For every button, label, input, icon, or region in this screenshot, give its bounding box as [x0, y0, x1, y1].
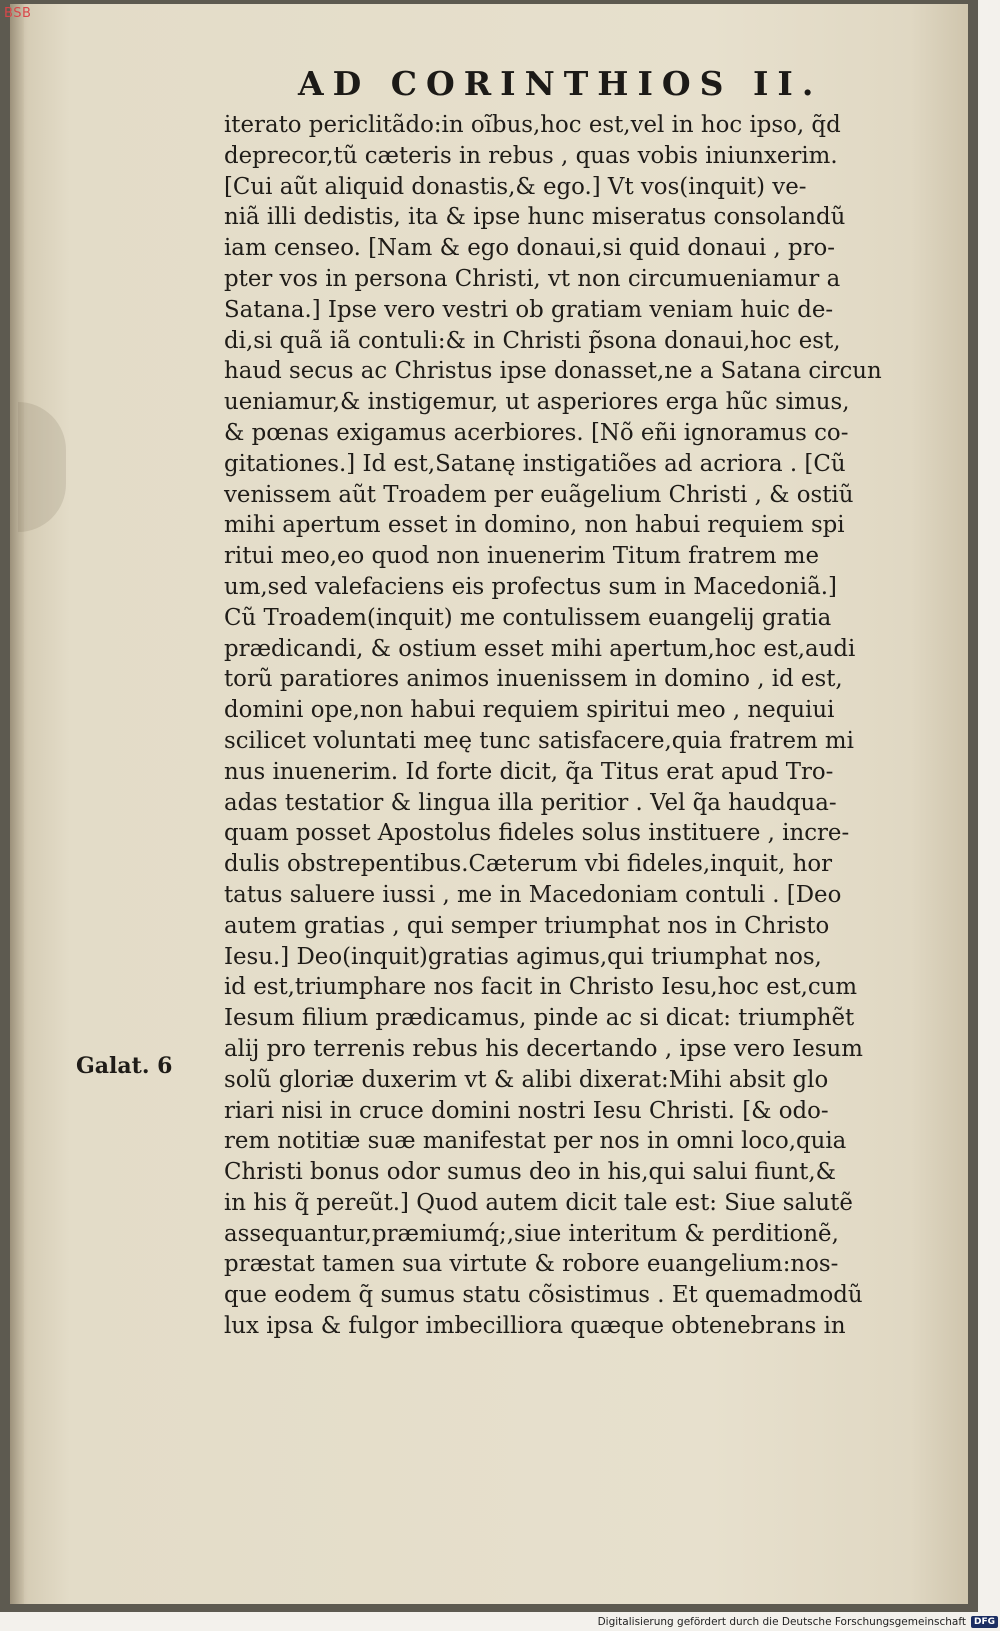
text-line: quam posset Apostolus fideles solus instituere , incre-	[224, 820, 850, 847]
text-line: gitationes.] Id est,Satanę instigatiões ad acriora . [Cũ	[224, 450, 846, 477]
text-line: lux ipsa & fulgor imbecilliora quæque obtenebrans in	[224, 1313, 846, 1340]
footer-text: Digitalisierung gefördert durch die Deutsche Forschungsgemeinschaft	[597, 1615, 966, 1628]
text-line: adas testatior & lingua illa peritior . Vel q̃a haudqua-	[224, 789, 837, 816]
margin-note: Galat. 6	[76, 1053, 173, 1079]
digitization-footer	[598, 1614, 998, 1629]
text-line: iterato periclitãdo:in oĩbus,hoc est,vel in hoc ipso, q̃d	[224, 112, 841, 138]
body-text	[224, 112, 928, 1344]
text-line: Iesum filium prædicamus, pinde ac si dicat: triumphẽt	[224, 1005, 855, 1032]
text-line: iam censeo. [Nam & ego donaui,si quid donaui , pro-	[224, 235, 836, 262]
text-line: niã illi dedistis, ita & ipse hunc miseratus consolandũ	[224, 204, 846, 231]
text-line: ueniamur,& instigemur, ut asperiores erga hũc simus,	[224, 389, 850, 416]
text-line: ritui meo,eo quod non inuenerim Titum fratrem me	[224, 543, 820, 570]
page-gutter-edge	[10, 4, 24, 1604]
dfg-logo: DFG	[971, 1616, 998, 1628]
text-line: venissem aũt Troadem per euãgelium Christi , & ostiũ	[224, 481, 854, 508]
text-line: Christi bonus odor sumus deo in his,qui salui fiunt,&	[224, 1159, 836, 1186]
text-line: Iesu.] Deo(inquit)gratias agimus,qui triumphat nos,	[224, 943, 822, 970]
text-line: solũ gloriæ duxerim vt & alibi dixerat:Mihi absit glo	[224, 1066, 829, 1093]
text-line: præstat tamen sua virtute & robore euangelium:nos-	[224, 1251, 839, 1278]
text-line: que eodem q̃ sumus statu cõsistimus . Et quemadmodũ	[224, 1282, 863, 1309]
text-line: pter vos in persona Christi, vt non circumueniamur a	[224, 265, 841, 292]
text-line: [Cui aũt aliquid donastis,& ego.] Vt vos(inquit) ve-	[224, 173, 807, 200]
text-line: di,si quã iã contuli:& in Christi p̃sona donaui,hoc est,	[224, 327, 841, 354]
text-line: tatus saluere iussi , me in Macedoniam contuli . [Deo	[224, 881, 842, 908]
text-line: mihi apertum esset in domino, non habui requiem spi	[224, 512, 845, 539]
text-line: haud secus ac Christus ipse donasset,ne a Satana circun	[224, 358, 882, 385]
page-tab-shadow	[18, 402, 66, 532]
text-line: domini ope,non habui requiem spiritui meo , nequiui	[224, 697, 835, 724]
text-line: rem notitiæ suæ manifestat per nos in omni loco,quia	[224, 1128, 847, 1155]
text-line: Satana.] Ipse vero vestri ob gratiam veniam huic de-	[224, 296, 834, 323]
text-line: id est,triumphare nos facit in Christo Iesu,hoc est,cum	[224, 974, 858, 1001]
text-line: assequantur,præmiumq́;,siue interitum & perditionẽ,	[224, 1220, 839, 1247]
text-line: prædicandi, & ostium esset mihi apertum,hoc est,audi	[224, 635, 856, 662]
text-line: riari nisi in cruce domini nostri Iesu Christi. [& odo-	[224, 1097, 829, 1124]
library-mark: BSB	[4, 6, 32, 21]
text-line: nus inuenerim. Id forte dicit, q̃a Titus erat apud Tro-	[224, 758, 834, 785]
text-line: & pœnas exigamus acerbiores. [Nõ eñi ignoramus co-	[224, 419, 849, 446]
text-line: um,sed valefaciens eis profectus sum in Macedoniã.]	[224, 573, 837, 600]
text-line: torũ paratiores animos inuenissem in domino , id est,	[224, 666, 843, 693]
text-line: dulis obstrepentibus.Cæterum vbi fideles,inquit, hor	[224, 851, 833, 878]
text-line: alij pro terrenis rebus his decertando , ipse vero Iesum	[224, 1035, 863, 1062]
text-line: autem gratias , qui semper triumphat nos in Christo	[224, 912, 830, 939]
text-line: Cũ Troadem(inquit) me contulissem euangelij gratia	[224, 604, 832, 631]
text-line: deprecor,tũ cæteris in rebus , quas vobis iniunxerim.	[224, 142, 838, 169]
running-head: AD CORINTHIOS II.	[298, 64, 823, 103]
text-line: scilicet voluntati meę tunc satisfacere,quia fratrem mi	[224, 727, 854, 754]
text-line: in his q̃ pereũt.] Quod autem dicit tale est: Siue salutẽ	[224, 1189, 853, 1216]
